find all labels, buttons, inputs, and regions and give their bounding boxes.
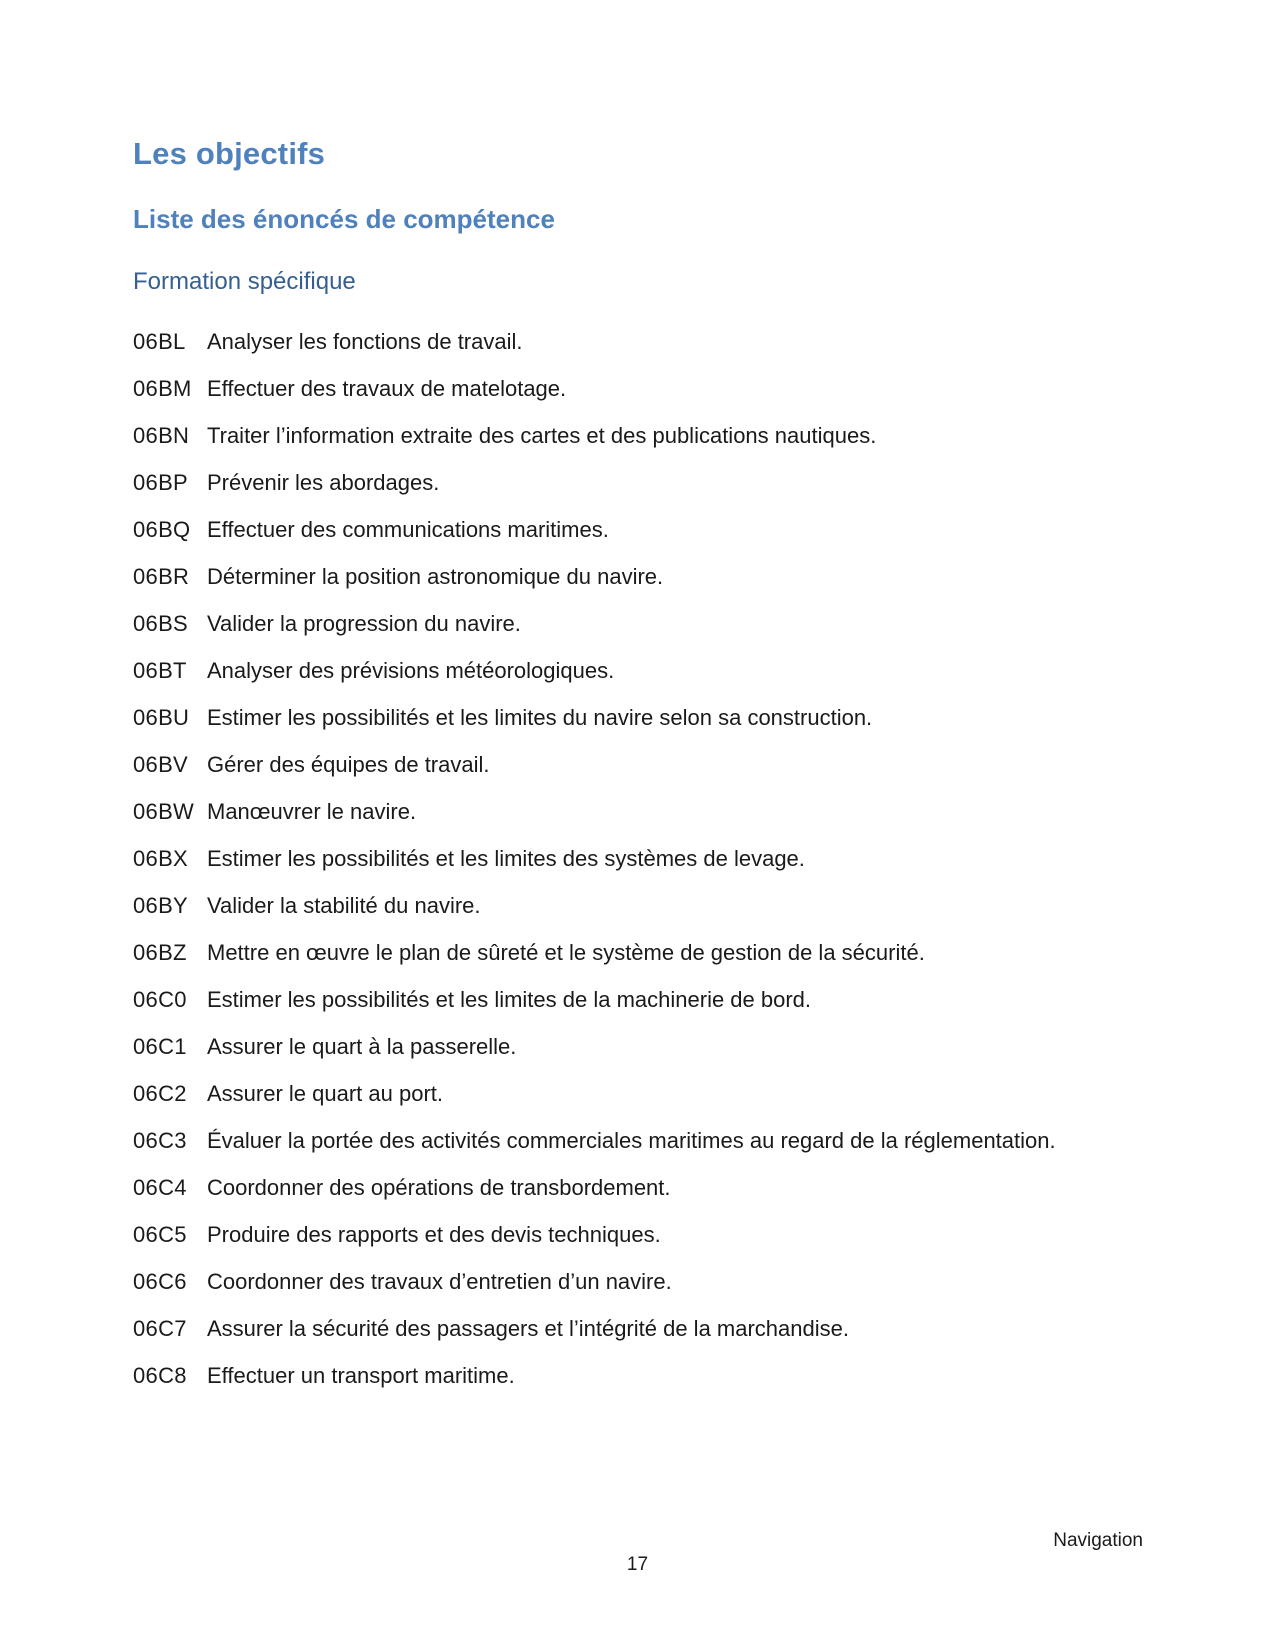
- list-item: [133, 1023, 1153, 1070]
- competency-text: Analyser des prévisions météorologiques.: [207, 658, 615, 683]
- list-item: [133, 553, 1153, 600]
- competency-text: Évaluer la portée des activités commerciales maritimes au regard de la réglementation.: [207, 1128, 1056, 1153]
- list-item: [133, 1258, 1153, 1305]
- competency-text: Coordonner des travaux d’entretien d’un navire.: [207, 1269, 672, 1294]
- section-heading: Liste des énoncés de compétence: [133, 204, 555, 234]
- list-item: [133, 929, 1153, 976]
- list-item: [133, 1352, 1153, 1399]
- competency-text: Estimer les possibilités et les limites de la machinerie de bord.: [207, 987, 812, 1012]
- competency-code: 06BL: [133, 329, 186, 354]
- footer-section-label: Navigation: [1053, 1530, 1143, 1551]
- competency-code: 06C7: [133, 1316, 187, 1341]
- page-number: 17: [626, 1554, 649, 1575]
- list-item: [133, 506, 1153, 553]
- competency-text: Coordonner des opérations de transbordement.: [207, 1175, 671, 1200]
- competency-text: Mettre en œuvre le plan de sûreté et le système de gestion de la sécurité.: [207, 940, 925, 965]
- subsection-heading: Formation spécifique: [133, 268, 356, 295]
- competency-text: Valider la progression du navire.: [207, 611, 521, 636]
- competency-text: Effectuer un transport maritime.: [207, 1363, 515, 1388]
- list-item: [133, 647, 1153, 694]
- list-item: [133, 600, 1153, 647]
- competency-code: 06BR: [133, 564, 190, 589]
- competency-code: 06C2: [133, 1081, 187, 1106]
- list-item: [133, 1305, 1153, 1352]
- competency-text: Analyser les fonctions de travail.: [207, 329, 523, 354]
- competency-code: 06BS: [133, 611, 189, 636]
- list-item: [133, 1211, 1153, 1258]
- competency-text: Assurer le quart au port.: [207, 1081, 444, 1106]
- competency-code: 06BT: [133, 658, 187, 683]
- list-item: [133, 882, 1153, 929]
- competency-list: [133, 318, 1153, 1399]
- list-item: [133, 835, 1153, 882]
- competency-code: 06C3: [133, 1128, 187, 1153]
- competency-text: Manœuvrer le navire.: [207, 799, 417, 824]
- competency-text: Effectuer des communications maritimes.: [207, 517, 609, 542]
- competency-code: 06C5: [133, 1222, 187, 1247]
- competency-code: 06BQ: [133, 517, 191, 542]
- competency-code: 06C1: [133, 1034, 187, 1059]
- competency-code: 06BY: [133, 893, 189, 918]
- competency-text: Valider la stabilité du navire.: [207, 893, 481, 918]
- list-item: [133, 976, 1153, 1023]
- competency-code: 06BU: [133, 705, 190, 730]
- competency-code: 06C6: [133, 1269, 187, 1294]
- competency-code: 06BP: [133, 470, 189, 495]
- competency-code: 06C4: [133, 1175, 187, 1200]
- list-item: [133, 459, 1153, 506]
- competency-text: Assurer le quart à la passerelle.: [207, 1034, 517, 1059]
- competency-code: 06BN: [133, 423, 190, 448]
- list-item: [133, 788, 1153, 835]
- page-title: Les objectifs: [133, 136, 326, 171]
- competency-text: Assurer la sécurité des passagers et l’intégrité de la marchandise.: [207, 1316, 849, 1341]
- competency-text: Effectuer des travaux de matelotage.: [207, 376, 567, 401]
- list-item: [133, 694, 1153, 741]
- competency-code: 06BV: [133, 752, 189, 777]
- competency-code: 06BX: [133, 846, 189, 871]
- list-item: [133, 365, 1153, 412]
- competency-text: Produire des rapports et des devis techniques.: [207, 1222, 661, 1247]
- competency-code: 06C8: [133, 1363, 187, 1388]
- competency-code: 06C0: [133, 987, 187, 1012]
- list-item: [133, 1117, 1153, 1164]
- competency-code: 06BW: [133, 799, 195, 824]
- list-item: [133, 318, 1153, 365]
- competency-code: 06BZ: [133, 940, 187, 965]
- competency-text: Estimer les possibilités et les limites du navire selon sa construction.: [207, 705, 873, 730]
- competency-text: Estimer les possibilités et les limites des systèmes de levage.: [207, 846, 805, 871]
- competency-text: Traiter l’information extraite des cartes et des publications nautiques.: [207, 423, 877, 448]
- competency-text: Prévenir les abordages.: [207, 470, 440, 495]
- competency-text: Gérer des équipes de travail.: [207, 752, 490, 777]
- competency-code: 06BM: [133, 376, 192, 401]
- list-item: [133, 412, 1153, 459]
- list-item: [133, 741, 1153, 788]
- competency-text: Déterminer la position astronomique du navire.: [207, 564, 664, 589]
- list-item: [133, 1070, 1153, 1117]
- list-item: [133, 1164, 1153, 1211]
